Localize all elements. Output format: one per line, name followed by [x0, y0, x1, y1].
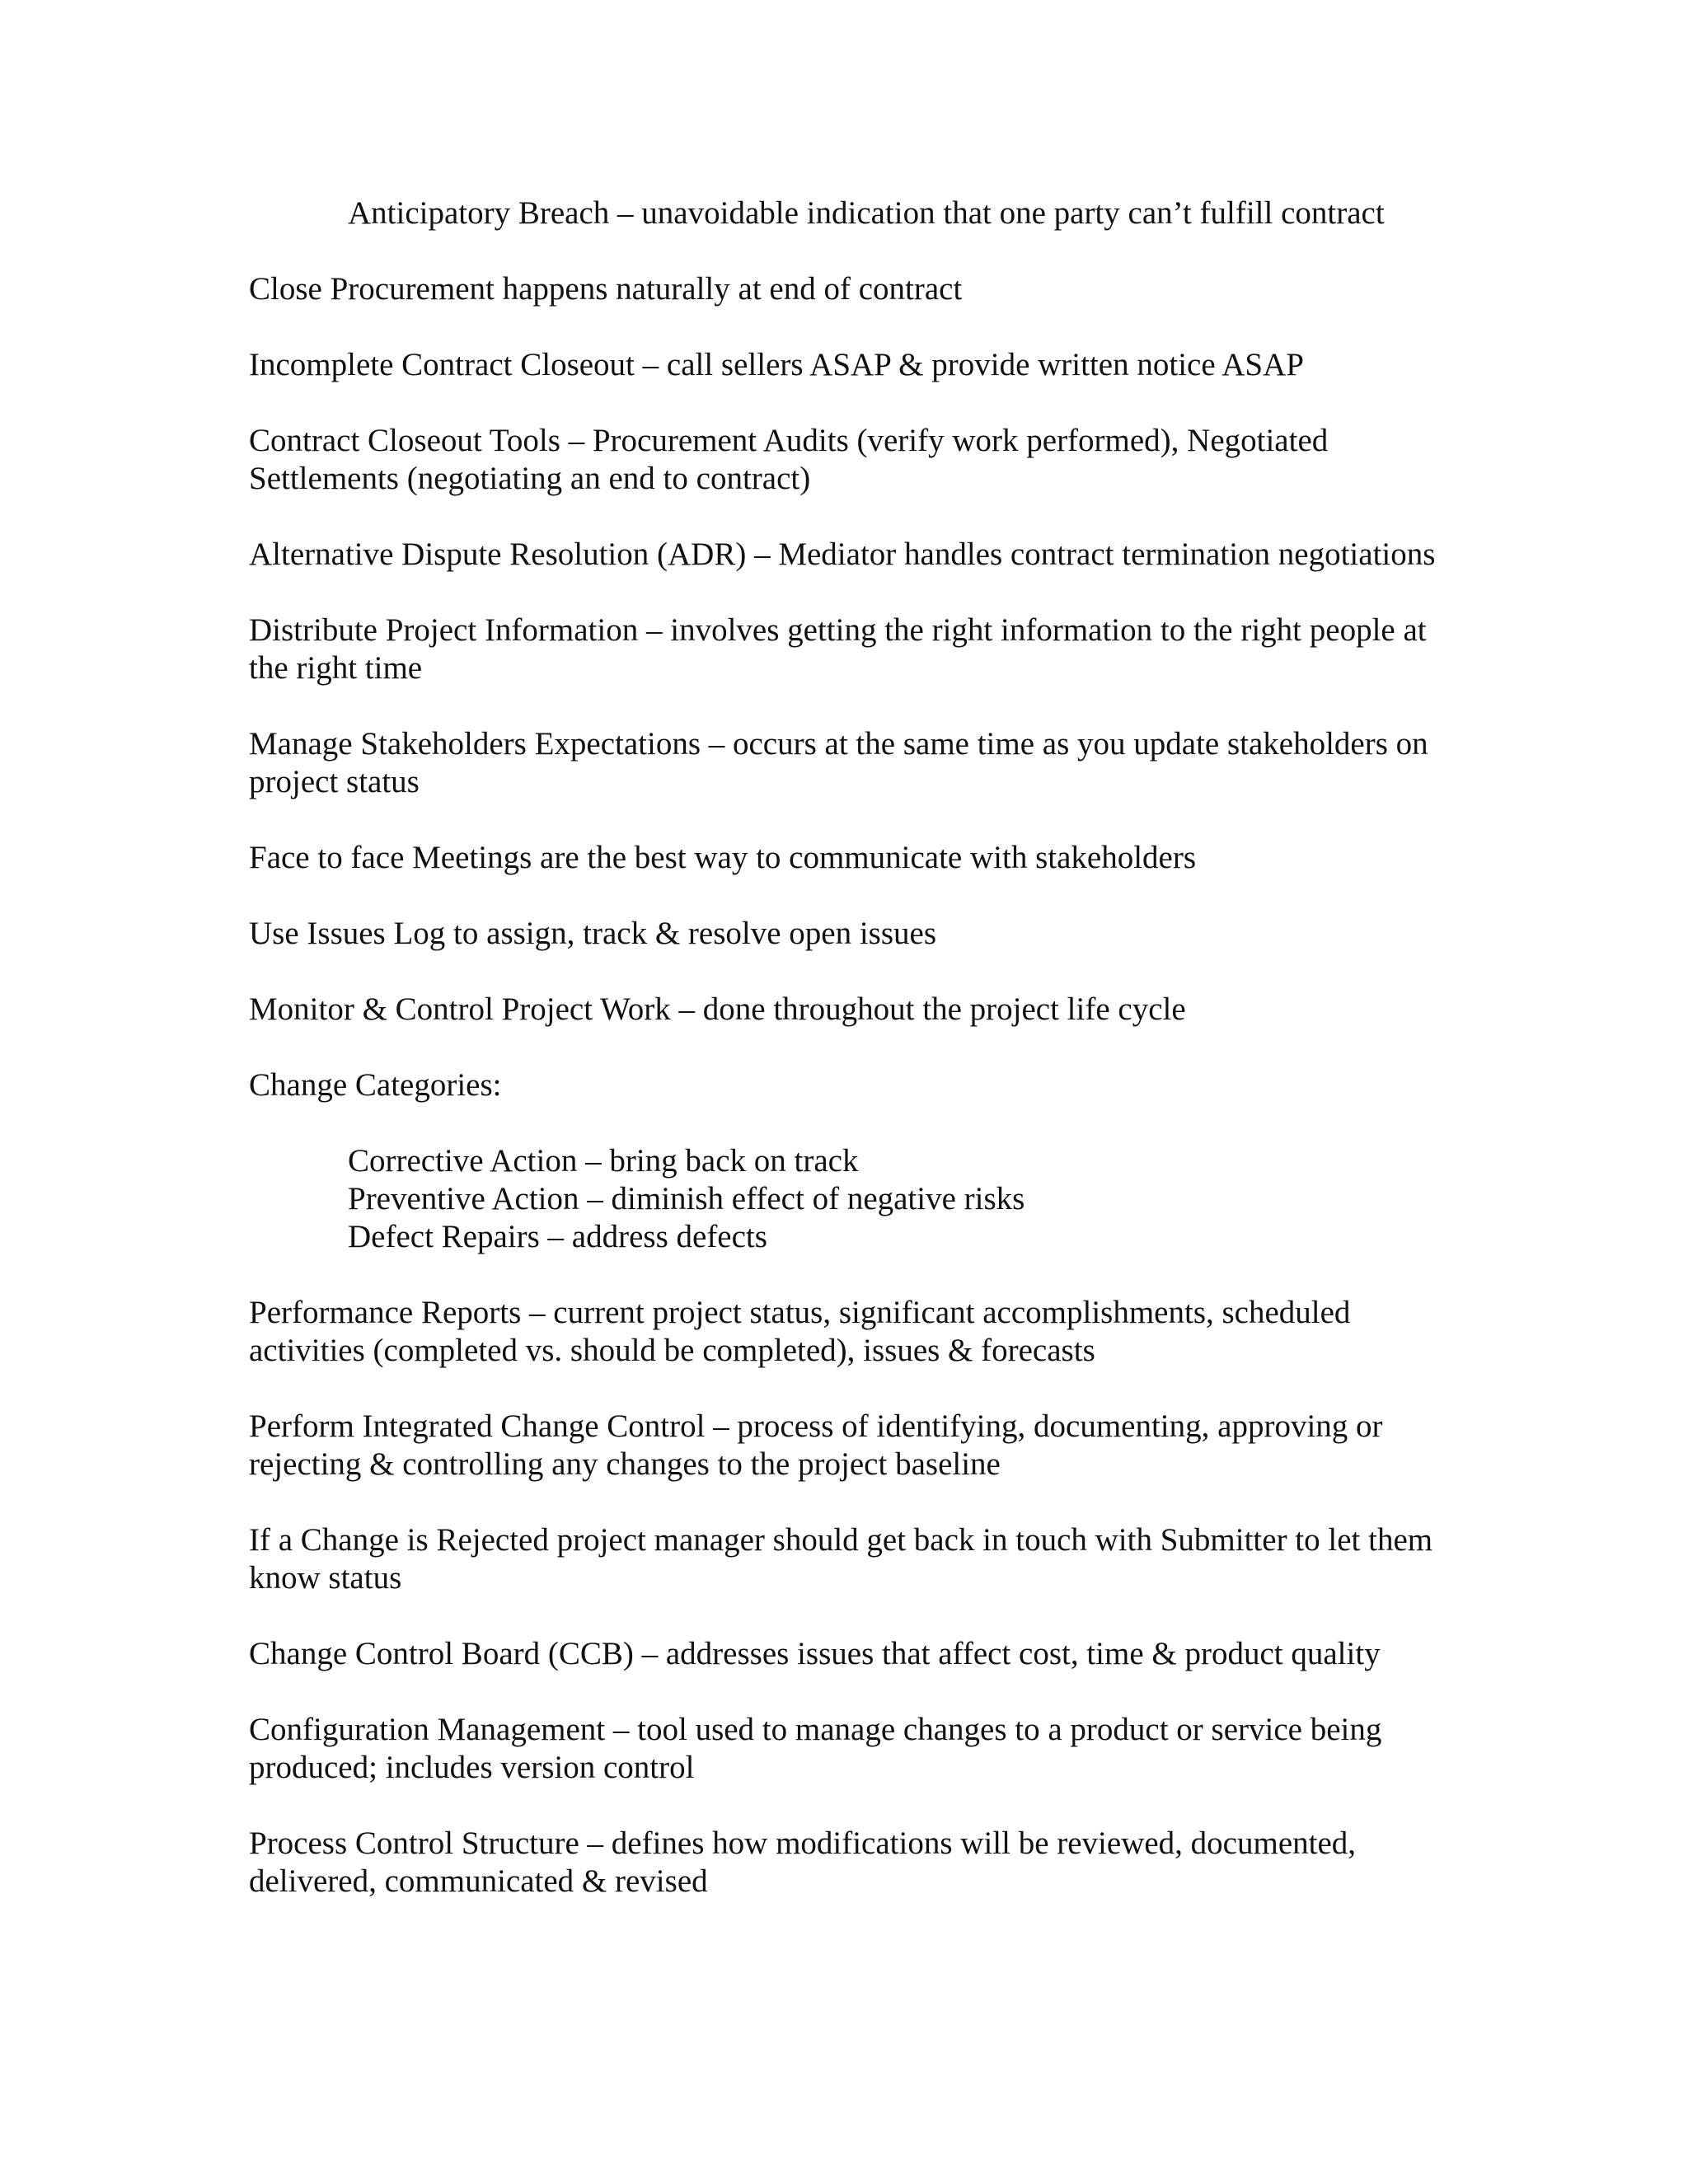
note-issues-log: Use Issues Log to assign, track & resolve open issues [249, 916, 937, 951]
note-face-to-face-meetings: Face to face Meetings are the best way to communicate with stakeholders [249, 840, 1197, 875]
category-corrective-action: Corrective Action – bring back on track [348, 1143, 859, 1179]
note-manage-stakeholders-expectations: Manage Stakeholders Expectations – occurs at the same time as you update stakeholders on project status [249, 726, 1428, 799]
category-preventive-action: Preventive Action – diminish effect of negative risks [348, 1181, 1025, 1216]
change-categories-list [249, 1142, 1452, 1256]
note-change-rejected: If a Change is Rejected project manager should get back in touch with Submitter to let them know status [249, 1522, 1433, 1596]
note-integrated-change-control: Perform Integrated Change Control – process of identifying, documenting, approving or rejecting & controlling any changes to the project baseline [249, 1408, 1383, 1482]
note-configuration-management: Configuration Management – tool used to manage changes to a product or service being produced; includes version control [249, 1712, 1382, 1785]
category-defect-repairs: Defect Repairs – address defects [348, 1219, 767, 1254]
note-performance-reports: Performance Reports – current project status, significant accomplishments, scheduled activities (completed vs. should be completed), issues & forecasts [249, 1295, 1351, 1368]
note-process-control-structure: Process Control Structure – defines how modifications will be reviewed, documented, delivered, communicated & revised [249, 1825, 1357, 1899]
note-alternative-dispute-resolution: Alternative Dispute Resolution (ADR) – Mediator handles contract termination negotiations [249, 537, 1436, 572]
change-categories-heading: Change Categories: [249, 1067, 502, 1103]
note-anticipatory-breach: Anticipatory Breach – unavoidable indication that one party can’t fulfill contract [348, 195, 1385, 231]
note-close-procurement: Close Procurement happens naturally at end of contract [249, 271, 963, 307]
note-change-control-board: Change Control Board (CCB) – addresses issues that affect cost, time & product quality [249, 1636, 1381, 1671]
note-incomplete-contract-closeout: Incomplete Contract Closeout – call sellers ASAP & provide written notice ASAP [249, 347, 1304, 382]
note-distribute-project-information: Distribute Project Information – involves getting the right information to the right people at the right time [249, 612, 1427, 686]
note-contract-closeout-tools: Contract Closeout Tools – Procurement Audits (verify work performed), Negotiated Settlements (negotiating an end to contract) [249, 423, 1329, 496]
document-body [249, 194, 1452, 1938]
note-monitor-control-project-work: Monitor & Control Project Work – done throughout the project life cycle [249, 991, 1186, 1027]
